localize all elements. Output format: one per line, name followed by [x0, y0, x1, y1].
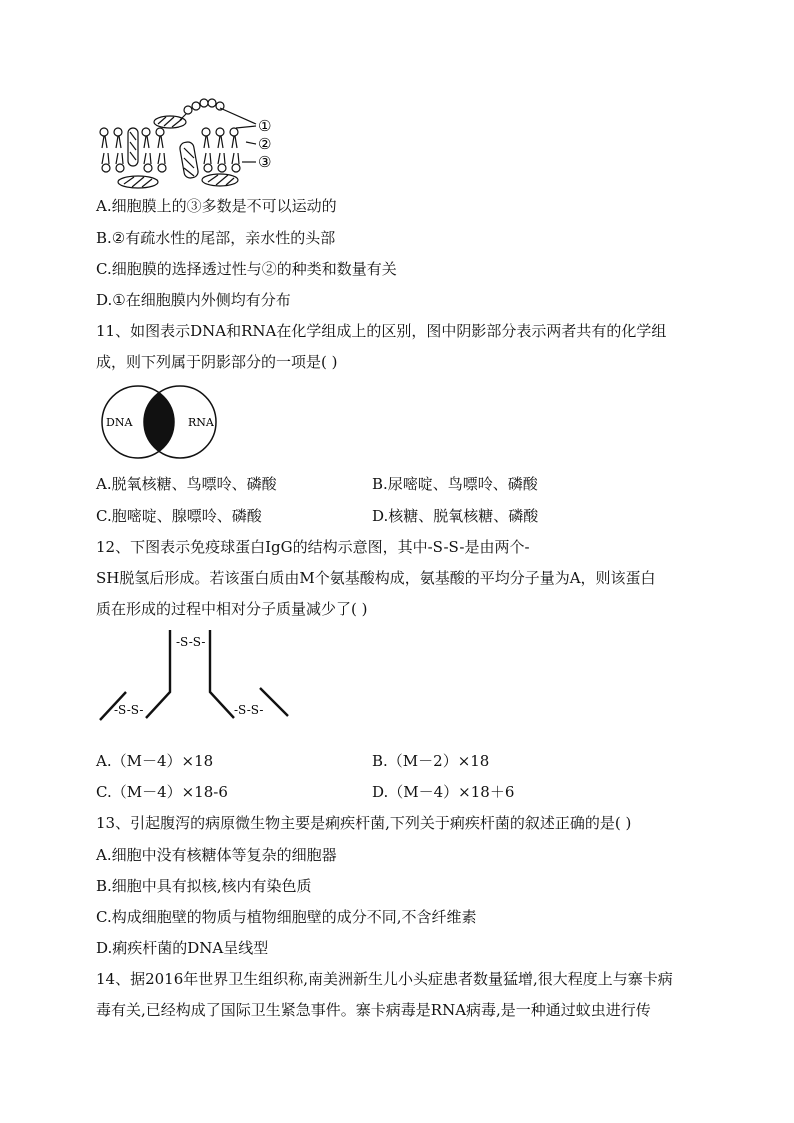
q10-option-d: D.①在细胞膜内外侧均有分布: [96, 291, 291, 309]
q11-stem-line-1: 11、如图表示DNA和RNA在化学组成上的区别，图中阴影部分表示两者共有的化学组: [96, 322, 667, 340]
figure-label-2: ②: [258, 135, 272, 153]
bond-label-right: -S-S-: [234, 703, 264, 717]
dna-rna-venn-diagram: [96, 384, 226, 460]
q11-option-c: C.胞嘧啶、腺嘌呤、磷酸: [96, 507, 262, 525]
q10-option-a: A.细胞膜上的③多数是不可以运动的: [96, 197, 337, 215]
venn-label-rna: RNA: [188, 416, 214, 429]
q12-option-d: D.（M－4）×18＋6: [372, 783, 515, 801]
q10-option-c: C.细胞膜的选择透过性与②的种类和数量有关: [96, 260, 397, 278]
q12-stem-line-2: SH脱氢后形成。若该蛋白质由M个氨基酸构成，氨基酸的平均分子量为A，则该蛋白: [96, 569, 656, 587]
q12-stem-line-3: 质在形成的过程中相对分子质量减少了( ): [96, 600, 368, 618]
q13-stem: 13、引起腹泻的病原微生物主要是痢疾杆菌,下列关于痢疾杆菌的叙述正确的是( ): [96, 814, 632, 832]
cell-membrane-figure: [96, 98, 296, 190]
bond-label-hinge: -S-S-: [176, 635, 206, 649]
q11-option-a: A.脱氧核糖、鸟嘌呤、磷酸: [96, 475, 277, 493]
q11-option-b: B.尿嘧啶、鸟嘌呤、磷酸: [372, 475, 538, 493]
figure-label-1: ①: [258, 117, 272, 135]
figure-label-3: ③: [258, 153, 272, 171]
q14-stem-line-2: 毒有关,已经构成了国际卫生紧急事件。寨卡病毒是RNA病毒,是一种通过蚊虫进行传: [96, 1001, 651, 1019]
q12-stem-line-1: 12、下图表示免疫球蛋白IgG的结构示意图，其中-S-S-是由两个-: [96, 538, 530, 556]
q13-option-d: D.痢疾杆菌的DNA呈线型: [96, 939, 269, 957]
igg-structure-figure: [96, 630, 296, 730]
venn-label-dna: DNA: [106, 416, 133, 429]
q12-option-b: B.（M－2）×18: [372, 752, 490, 770]
q14-stem-line-1: 14、据2016年世界卫生组织称,南美洲新生儿小头症患者数量猛增,很大程度上与寨卡病: [96, 970, 673, 988]
q11-stem-line-2: 成，则下列属于阴影部分的一项是( ): [96, 353, 338, 371]
q13-option-c: C.构成细胞壁的物质与植物细胞壁的成分不同,不含纤维素: [96, 908, 477, 926]
q10-option-b: B.②有疏水性的尾部，亲水性的头部: [96, 229, 336, 247]
q11-option-d: D.核糖、脱氧核糖、磷酸: [372, 507, 539, 525]
q13-option-b: B.细胞中具有拟核,核内有染色质: [96, 877, 312, 895]
q12-option-c: C.（M－4）×18-6: [96, 783, 228, 801]
q12-option-a: A.（M－4）×18: [96, 752, 214, 770]
bond-label-left: -S-S-: [114, 703, 144, 717]
q13-option-a: A.细胞中没有核糖体等复杂的细胞器: [96, 846, 337, 864]
